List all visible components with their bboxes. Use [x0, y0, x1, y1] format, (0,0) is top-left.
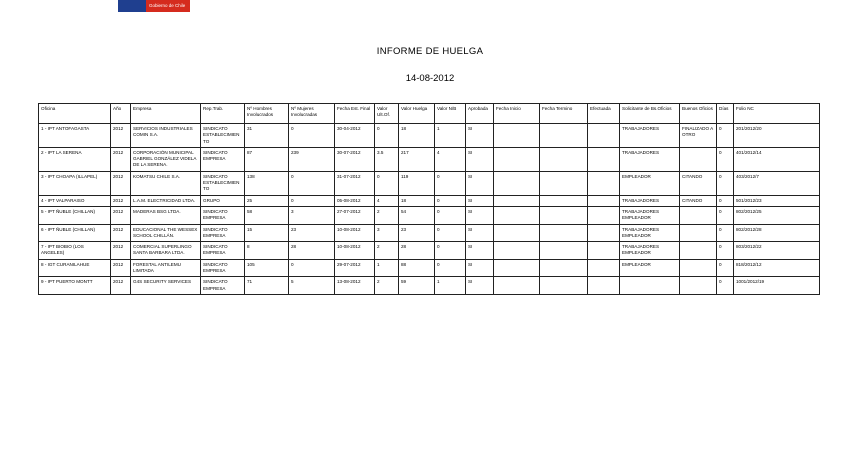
- table-cell: 0: [375, 171, 399, 195]
- table-cell: 2: [375, 277, 399, 295]
- table-cell: [620, 277, 680, 295]
- table-cell: 4 - IPT VALPARAISO: [39, 195, 111, 206]
- table-cell: 71: [245, 277, 289, 295]
- logo-blue-block: [118, 0, 146, 12]
- table-cell: 0: [375, 124, 399, 148]
- table-cell: SI: [466, 171, 494, 195]
- table-cell: [540, 224, 588, 242]
- table-cell: 201/2012/20: [734, 124, 820, 148]
- table-cell: TRABAJADORES: [620, 124, 680, 148]
- table-cell: 2012: [111, 206, 131, 224]
- table-cell: SINDICATO EMPRESA: [201, 224, 245, 242]
- table-cell: SINDICATO EMPRESA: [201, 206, 245, 224]
- table-cell: 802/2012/25: [734, 206, 820, 224]
- logo-text: Gobierno de Chile: [146, 0, 190, 12]
- table-cell: 5 - IPT ÑUBLE (CHILLAN): [39, 206, 111, 224]
- table-cell: [494, 277, 540, 295]
- table-cell: 401/2012/14: [734, 147, 820, 171]
- table-cell: [588, 171, 620, 195]
- table-cell: 2: [375, 242, 399, 260]
- table-cell: 3 - IPT CHOAPA (ILLAPEL): [39, 171, 111, 195]
- table-cell: 0: [289, 171, 335, 195]
- gobierno-logo: [118, 0, 190, 12]
- column-header: Folio NC: [734, 104, 820, 124]
- table-cell: [588, 242, 620, 260]
- table-cell: 8: [245, 242, 289, 260]
- table-cell: [494, 195, 540, 206]
- report-title: INFORME DE HUELGA: [376, 46, 484, 57]
- table-cell: [540, 277, 588, 295]
- table-cell: 7 - IPT BIOBIO (LOS ANGELES): [39, 242, 111, 260]
- column-header: Buenos Oficios: [680, 104, 717, 124]
- table-row: [39, 147, 820, 171]
- table-cell: 0: [435, 242, 466, 260]
- table-cell: 403/2012/7: [734, 171, 820, 195]
- table-cell: 217: [399, 147, 435, 171]
- table-cell: 31-07-2012: [335, 171, 375, 195]
- table-cell: 3: [289, 206, 335, 224]
- table-cell: 9 - IPT PUERTO MONTT: [39, 277, 111, 295]
- table-cell: [588, 277, 620, 295]
- table-cell: 2012: [111, 242, 131, 260]
- table-row: [39, 171, 820, 195]
- table-cell: 25: [245, 195, 289, 206]
- table-cell: 88: [399, 259, 435, 277]
- table-cell: SI: [466, 147, 494, 171]
- column-header: Valor Ult.Of.: [375, 104, 399, 124]
- table-cell: 30-04-2012: [335, 124, 375, 148]
- table-cell: 138: [245, 171, 289, 195]
- report-date: 14-08-2012: [405, 73, 455, 84]
- table-cell: 5: [289, 277, 335, 295]
- table-cell: [540, 171, 588, 195]
- table-header-row: [39, 104, 820, 124]
- table-cell: 501/2012/23: [734, 195, 820, 206]
- table-cell: 23: [399, 224, 435, 242]
- table-cell: 0: [717, 147, 734, 171]
- table-cell: [540, 124, 588, 148]
- table-cell: [494, 147, 540, 171]
- table-row: [39, 259, 820, 277]
- table-cell: 58: [245, 206, 289, 224]
- table-cell: [494, 259, 540, 277]
- table-cell: 0: [717, 242, 734, 260]
- table-cell: 818/2012/12: [734, 259, 820, 277]
- table-cell: [588, 224, 620, 242]
- table-cell: 23: [289, 224, 335, 242]
- table-row: [39, 224, 820, 242]
- table-cell: L.A.M. ELECTRICIDAD LTDA.: [131, 195, 201, 206]
- table-cell: 0: [435, 195, 466, 206]
- table-cell: 0: [717, 171, 734, 195]
- column-header: Aprobada: [466, 104, 494, 124]
- column-header: Empresa: [131, 104, 201, 124]
- table-cell: CITANDO: [680, 171, 717, 195]
- table-cell: 3.5: [375, 147, 399, 171]
- table-cell: SINDICATO EMPRESA: [201, 147, 245, 171]
- column-header: Solicitante de Bs.Oficios: [620, 104, 680, 124]
- table-cell: 6 - IPT ÑUBLE (CHILLAN): [39, 224, 111, 242]
- table-cell: 1001/2012/19: [734, 277, 820, 295]
- table-cell: 31: [245, 124, 289, 148]
- table-cell: FORESTAL ANTILEMU LIMITADA: [131, 259, 201, 277]
- table-cell: [588, 206, 620, 224]
- column-header: Oficina: [39, 104, 111, 124]
- table-cell: 28: [289, 242, 335, 260]
- table-cell: SI: [466, 124, 494, 148]
- table-cell: SINDICATO ESTABLECIMIENTO: [201, 124, 245, 148]
- table-cell: GRUPO: [201, 195, 245, 206]
- column-header: Nº Mujeres Involucradas: [289, 104, 335, 124]
- table-cell: SI: [466, 224, 494, 242]
- table-cell: 0: [289, 195, 335, 206]
- table-cell: TRABAJADORES EMPLEADOR: [620, 224, 680, 242]
- table-cell: [588, 195, 620, 206]
- table-cell: TRABAJADORES: [620, 195, 680, 206]
- table-cell: 0: [435, 206, 466, 224]
- table-cell: 0: [435, 259, 466, 277]
- table-cell: 87: [245, 147, 289, 171]
- table-cell: [540, 206, 588, 224]
- table-cell: CORPORACIÓN MUNICIPAL GABRIEL GONZÁLEZ VIDELA DE LA SERENA.: [131, 147, 201, 171]
- table-cell: 119: [399, 171, 435, 195]
- table-cell: 0: [717, 124, 734, 148]
- column-header: Valor Huelga: [399, 104, 435, 124]
- table-cell: 2012: [111, 277, 131, 295]
- table-cell: CITANDO: [680, 195, 717, 206]
- table-row: [39, 277, 820, 295]
- table-cell: 18: [399, 124, 435, 148]
- table-cell: [588, 147, 620, 171]
- table-cell: SINDICATO ESTABLECIMIENTO: [201, 171, 245, 195]
- table-cell: KOMATSU CHILE S.A.: [131, 171, 201, 195]
- table-cell: 4: [435, 147, 466, 171]
- table-cell: [494, 224, 540, 242]
- table-cell: 2012: [111, 171, 131, 195]
- table-row: [39, 242, 820, 260]
- table-cell: SI: [466, 277, 494, 295]
- table-cell: 1 - IPT ANTOFAGASTA: [39, 124, 111, 148]
- column-header: Fecha Est. Final: [335, 104, 375, 124]
- table-cell: [680, 242, 717, 260]
- column-header: Rep.Trab.: [201, 104, 245, 124]
- column-header: Fecha Inicio: [494, 104, 540, 124]
- table-cell: [494, 242, 540, 260]
- table-cell: [680, 277, 717, 295]
- table-cell: TRABAJADORES EMPLEADOR: [620, 206, 680, 224]
- table-cell: 1: [435, 277, 466, 295]
- table-row: [39, 206, 820, 224]
- table-cell: 10-08-2012: [335, 242, 375, 260]
- table-cell: 0: [717, 195, 734, 206]
- column-header: Valor N/B: [435, 104, 466, 124]
- table-cell: [540, 259, 588, 277]
- table-cell: 05-08-2012: [335, 195, 375, 206]
- table-cell: 2012: [111, 195, 131, 206]
- table-cell: [680, 224, 717, 242]
- table-cell: [680, 259, 717, 277]
- table-cell: 10-08-2012: [335, 224, 375, 242]
- table-cell: 8 - IGT CURANILAHUE: [39, 259, 111, 277]
- table-cell: SINDICATO EMPRESA: [201, 277, 245, 295]
- table-cell: SI: [466, 259, 494, 277]
- table-cell: [588, 259, 620, 277]
- table-cell: 803/2012/22: [734, 242, 820, 260]
- column-header: Efectuada: [588, 104, 620, 124]
- table-cell: G4S SECURITY SERVICES: [131, 277, 201, 295]
- table-cell: 29-07-2012: [335, 259, 375, 277]
- table-cell: [680, 147, 717, 171]
- table-cell: [680, 206, 717, 224]
- table-row: [39, 124, 820, 148]
- table-cell: 27-07-2012: [335, 206, 375, 224]
- table-cell: SI: [466, 242, 494, 260]
- table-cell: 0: [717, 206, 734, 224]
- table-cell: SI: [466, 195, 494, 206]
- table-cell: 239: [289, 147, 335, 171]
- table-cell: 28: [399, 242, 435, 260]
- table-cell: 4: [375, 195, 399, 206]
- table-cell: 2012: [111, 259, 131, 277]
- table-cell: SINDICATO EMPRESA: [201, 259, 245, 277]
- table-cell: COMERCIAL SUPERLINGO SANTA BARBARA LTDA.: [131, 242, 201, 260]
- table-cell: [494, 124, 540, 148]
- table-cell: 13-08-2012: [335, 277, 375, 295]
- strike-report-table: [38, 103, 820, 295]
- table-body: [39, 124, 820, 295]
- table-cell: [494, 206, 540, 224]
- table-cell: 0: [717, 224, 734, 242]
- table-cell: 18: [399, 195, 435, 206]
- column-header: Fecha Termino: [540, 104, 588, 124]
- column-header: Año: [111, 104, 131, 124]
- table-cell: 0: [717, 259, 734, 277]
- table-cell: 2012: [111, 224, 131, 242]
- table-cell: 0: [435, 224, 466, 242]
- table-cell: 30-07-2012: [335, 147, 375, 171]
- column-header: Nº Hombres Involucrados: [245, 104, 289, 124]
- table-cell: SERVICIOS INDUSTRIALES COMIN S.A.: [131, 124, 201, 148]
- table-cell: EMPLEADOR: [620, 171, 680, 195]
- table-cell: [540, 147, 588, 171]
- table-cell: 0: [289, 124, 335, 148]
- table-cell: EMPLEADOR: [620, 259, 680, 277]
- table-cell: EDUCACIONAL THE WESSEX SCHOOL CHILLÁN.: [131, 224, 201, 242]
- table-cell: 105: [245, 259, 289, 277]
- table-cell: FINALIZADO A OTRO: [680, 124, 717, 148]
- table-cell: [540, 195, 588, 206]
- table-cell: 2012: [111, 124, 131, 148]
- table-cell: 3: [375, 224, 399, 242]
- table-cell: 802/2012/28: [734, 224, 820, 242]
- table-cell: 0: [717, 277, 734, 295]
- table-cell: [588, 124, 620, 148]
- table-cell: 1: [375, 259, 399, 277]
- table-cell: 2: [375, 206, 399, 224]
- column-header: Días: [717, 104, 734, 124]
- table-cell: 1: [435, 124, 466, 148]
- table-cell: 54: [399, 206, 435, 224]
- table-cell: [540, 242, 588, 260]
- table-cell: 2 - IPT LA SERENA: [39, 147, 111, 171]
- table-cell: TRABAJADORES: [620, 147, 680, 171]
- table-cell: [494, 171, 540, 195]
- table-row: [39, 195, 820, 206]
- table-cell: MADERAS BSG LTDA.: [131, 206, 201, 224]
- table-cell: 0: [289, 259, 335, 277]
- table-cell: SI: [466, 206, 494, 224]
- table-cell: 15: [245, 224, 289, 242]
- table-cell: SINDICATO EMPRESA: [201, 242, 245, 260]
- table-cell: TRABAJADORES EMPLEADOR: [620, 242, 680, 260]
- table-cell: 0: [435, 171, 466, 195]
- table-cell: 2012: [111, 147, 131, 171]
- table-cell: 59: [399, 277, 435, 295]
